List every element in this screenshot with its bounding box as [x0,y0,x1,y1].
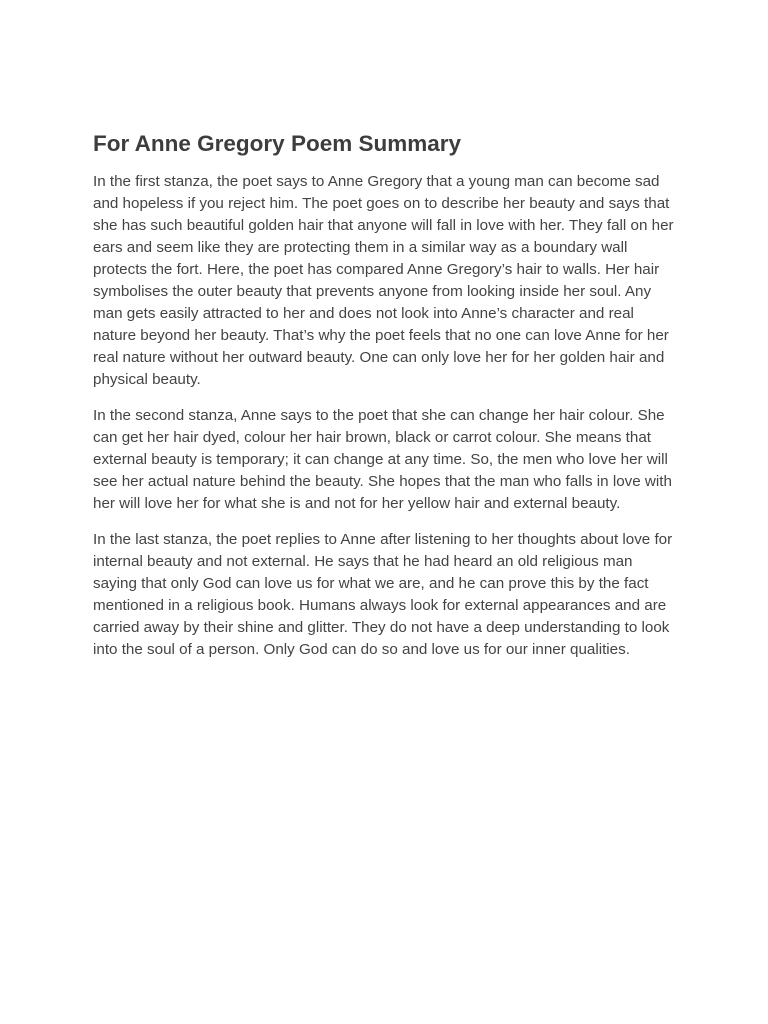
paragraph-first-stanza: In the first stanza, the poet says to Anne Gregory that a young man can become sad and hopeless if you reject him. The poet goes on to describe her beauty and says that she has such beautiful golden hair that anyone will fall in love with her. They fall on her ears and seem like they are protecting them in a similar way as a boundary wall protects the fort. Here, the poet has compared Anne Gregory’s hair to walls. Her hair symbolises the outer beauty that prevents anyone from looking inside her soul. Any man gets easily attracted to her and does not look into Anne’s character and real nature beyond her beauty. That’s why the poet feels that no one can love Anne for her real nature without her outward beauty. One can only love her for her golden hair and physical beauty. [93,173,674,388]
page-title: For Anne Gregory Poem Summary [93,131,462,156]
document-content [93,128,675,675]
paragraph-second-stanza: In the second stanza, Anne says to the poet that she can change her hair colour. She can get her hair dyed, colour her hair brown, black or carrot colour. She means that external beauty is temporary; it can change at any time. So, the men who love her will see her actual nature behind the beauty. She hopes that the man who falls in love with her will love her for what she is and not for her yellow hair and external beauty. [93,407,672,512]
paragraph-last-stanza: In the last stanza, the poet replies to Anne after listening to her thoughts about love for internal beauty and not external. He says that he had heard an old religious man saying that only God can love us for what we are, and he can prove this by the fact mentioned in a religious book. Humans always look for external appearances and are carried away by their shine and glitter. They do not have a deep understanding to look into the soul of a person. Only God can do so and love us for our inner qualities. [93,531,673,658]
